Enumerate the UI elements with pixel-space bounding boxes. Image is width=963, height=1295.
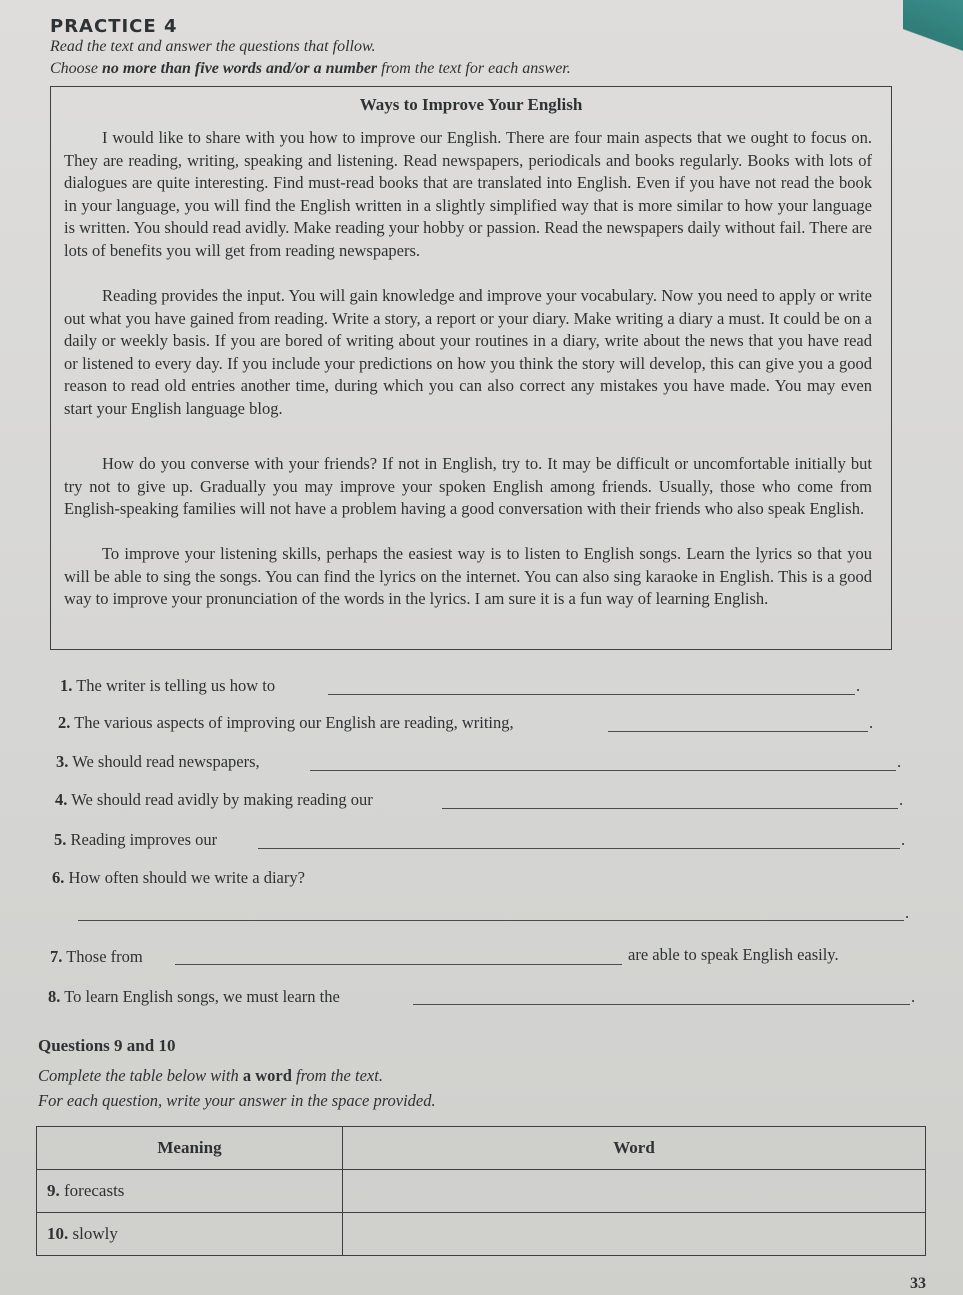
instruction-line-1: Read the text and answer the questions that follow. [50, 38, 376, 55]
question-number: 2. [58, 713, 71, 732]
question-1-period: . [856, 676, 861, 695]
table-header-row [37, 1127, 926, 1170]
question-3-period: . [897, 752, 902, 771]
table-row [37, 1170, 926, 1213]
instruction-line-2-suffix: from the text for each answer. [377, 60, 571, 77]
answer-line-7[interactable] [175, 964, 622, 965]
page-number: 33 [910, 1275, 926, 1292]
passage-title: Ways to Improve Your English [359, 95, 583, 114]
passage-paragraph-2: Reading provides the input. You will gain knowledge and improve your vocabulary. Now you need to apply or write out what you have gained from reading. Write a story, a report or your diary. Make writing a diary a must. It could be on a daily or weekly basis. If you are bored of writing about your routines in a diary, write about the news that you have read or listened to every day. If you include your predictions on how you think the story will develop, this can give you a good reason to read old entries another time, during which you can also correct any mistakes you have made. You may even start your English language blog. [64, 286, 872, 418]
question-4-period: . [899, 790, 904, 809]
answer-line-6[interactable] [78, 920, 904, 921]
question-text: We should read newspapers, [72, 752, 260, 771]
question-text: Those from [66, 947, 143, 966]
meaning-cell [37, 1170, 343, 1213]
section-instruction-1-emphasis: a word [242, 1066, 292, 1085]
question-number: 5. [54, 830, 67, 849]
question-8-period: . [911, 987, 916, 1006]
question-6 [52, 868, 305, 888]
section-instruction-1 [38, 1066, 383, 1086]
table-row [37, 1213, 926, 1256]
question-number: 4. [55, 790, 68, 809]
question-text: Reading improves our [70, 830, 218, 849]
meaning-cell [37, 1213, 343, 1256]
word-answer-cell[interactable] [343, 1213, 926, 1256]
answer-line-2[interactable] [608, 731, 868, 732]
row-number: 9. [47, 1181, 60, 1200]
question-7-continuation: are able to speak English easily. [628, 945, 839, 964]
passage-paragraph-3: How do you converse with your friends? If not in English, try to. It may be difficult or uncomfortable initially but try not to give up. Gradually you may improve your spoken English among friends. Usually, those who come from English-speaking families will not have a problem having a good conversation with their friends who also speak English. [64, 454, 872, 518]
question-number: 3. [56, 752, 69, 771]
question-8 [48, 987, 340, 1007]
question-text: The writer is telling us how to [76, 676, 276, 695]
question-7 [50, 947, 143, 967]
question-5 [54, 830, 217, 850]
header-word: Word [343, 1127, 926, 1170]
question-text: To learn English songs, we must learn the [64, 987, 340, 1006]
answer-line-5[interactable] [258, 848, 900, 849]
page-corner-decoration [903, 0, 963, 90]
question-3 [56, 752, 260, 772]
section-instruction-1-prefix: Complete the table below with [38, 1066, 243, 1085]
practice-heading: PRACTICE 4 [50, 16, 178, 37]
instruction-line-2-emphasis: no more than five words and/or a number [102, 60, 378, 77]
meaning-text: slowly [72, 1224, 118, 1243]
question-2 [58, 713, 514, 733]
passage-box [50, 86, 892, 650]
instruction-line-2 [50, 60, 571, 78]
question-text: How often should we write a diary? [68, 868, 305, 887]
header-meaning: Meaning [37, 1127, 343, 1170]
question-5-period: . [901, 830, 906, 849]
answer-line-8[interactable] [413, 1004, 910, 1005]
question-text: The various aspects of improving our English are reading, writing, [74, 713, 514, 732]
question-text: We should read avidly by making reading our [71, 790, 373, 809]
answer-line-4[interactable] [442, 808, 898, 809]
row-number: 10. [47, 1224, 69, 1243]
instruction-line-2-prefix: Choose [50, 60, 102, 77]
question-number: 6. [52, 868, 65, 887]
answer-line-3[interactable] [310, 770, 896, 771]
question-6-period: . [905, 903, 910, 922]
meaning-text: forecasts [64, 1181, 125, 1200]
question-2-period: . [869, 713, 874, 732]
section-instruction-1-suffix: from the text. [291, 1066, 383, 1085]
question-number: 7. [50, 947, 63, 966]
question-4 [55, 790, 373, 810]
question-1 [60, 676, 275, 696]
passage-paragraph-1: I would like to share with you how to improve our English. There are four main aspects that we ought to focus on. They are reading, writing, speaking and listening. Read newspapers, periodicals and books regularly. Books with lots of dialogues are quite interesting. Find must-read books that are translated into English. Even if you have not read the book in your language, you will find the English written in a slightly simplified way that is more similar to how your language is written. You should read avidly. Make reading your hobby or passion. Read the newspapers daily without fail. There are lots of benefits you will get from reading newspapers. [64, 128, 872, 260]
section-title: Questions 9 and 10 [38, 1036, 176, 1055]
word-answer-cell[interactable] [343, 1170, 926, 1213]
question-number: 8. [48, 987, 61, 1006]
answer-line-1[interactable] [328, 694, 855, 695]
vocabulary-table [36, 1126, 926, 1256]
question-number: 1. [60, 676, 73, 695]
passage-paragraph-4: To improve your listening skills, perhaps the easiest way is to listen to English songs. Learn the lyrics so that you will be able to sing the songs. You can find the lyrics on the internet. You can also sing karaoke in English. This is a good way to improve your pronunciation of the words in the lyrics. I am sure it is a fun way of learning English. [64, 544, 872, 608]
section-instruction-2: For each question, write your answer in the space provided. [38, 1091, 436, 1110]
